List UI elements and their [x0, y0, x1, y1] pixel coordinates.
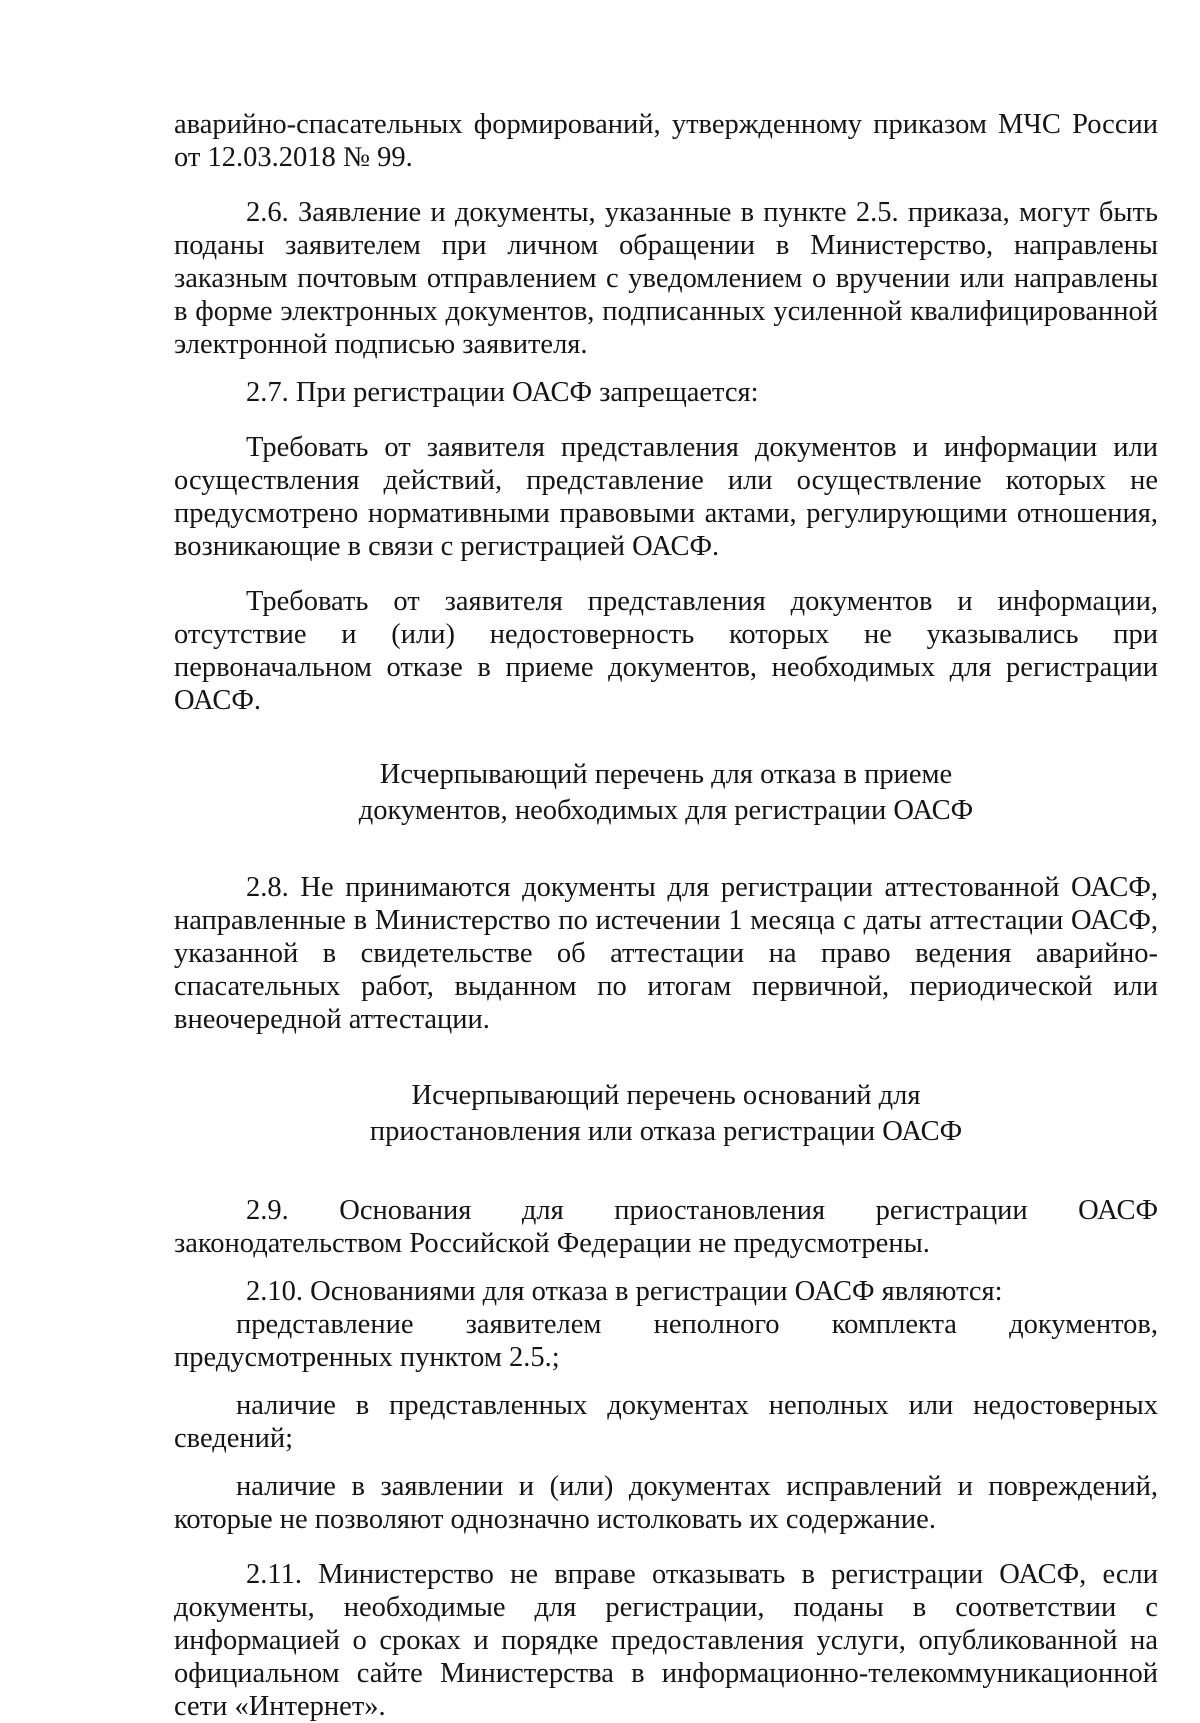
paragraph-2-6: 2.6. Заявление и документы, указанные в пункте 2.5. приказа, могут быть поданы заявителем при личном обращении в Министерство, направлены заказным почтовым отправлением с уведомлением о вручении или направлены в форме электронных документов, подписанных усиленной квалифицированной электронной подписью заявителя.	[174, 197, 1158, 360]
section-heading-line: Исчерпывающий перечень оснований для	[411, 1080, 921, 1111]
paragraph-2-7: 2.7. При регистрации ОАСФ запрещается:	[246, 377, 759, 408]
section-heading-suspension-grounds	[174, 1078, 1158, 1150]
paragraph-continuation: аварийно-спасательных формирований, утвержденному приказом МЧС России от 12.03.2018 № 99.	[174, 109, 1158, 173]
section-heading-line: документов, необходимых для регистрации ОАСФ	[358, 795, 974, 826]
paragraph-2-10-item-c: наличие в заявлении и (или) документах исправлений и повреждений, которые не позволяют однозначно истолковать их содержание.	[174, 1471, 1158, 1535]
paragraph-2-9: 2.9. Основания для приостановления регистрации ОАСФ законодательством Российской Федерации не предусмотрены.	[174, 1195, 1158, 1259]
paragraph-2-11: 2.11. Министерство не вправе отказывать в регистрации ОАСФ, если документы, необходимые для регистрации, поданы в соответствии с информацией о сроках и порядке предоставления услуги, опубликованной на официальном сайте Министерства в информационно-телекоммуникационной сети «Интернет».	[174, 1559, 1158, 1722]
section-heading-line: приостановления или отказа регистрации ОАСФ	[369, 1116, 963, 1147]
paragraph-2-7-item-a: Требовать от заявителя представления документов и информации или осуществления действий, представление или осуществление которых не предусмотрено нормативными правовыми актами, регулирующими отношения, возникающие в связи с регистрацией ОАСФ.	[174, 432, 1158, 562]
paragraph-2-10: 2.10. Основаниями для отказа в регистрации ОАСФ являются:	[246, 1276, 1003, 1307]
paragraph-2-8: 2.8. Не принимаются документы для регистрации аттестованной ОАСФ, направленные в Министерство по истечении 1 месяца с даты аттестации ОАСФ, указанной в свидетельстве об аттестации на право ведения аварийно-спасательных работ, выданном по итогам первичной, периодической или внеочередной аттестации.	[174, 872, 1158, 1035]
document-body	[174, 108, 1158, 1723]
paragraph-2-7-item-b: Требовать от заявителя представления документов и информации, отсутствие и (или) недостоверность которых не указывались при первоначальном отказе в приеме документов, необходимых для регистрации ОАСФ.	[174, 586, 1158, 716]
section-heading-refusal-documents	[174, 757, 1158, 829]
section-heading-line: Исчерпывающий перечень для отказа в приеме	[379, 759, 953, 790]
paragraph-2-10-item-a: представление заявителем неполного комплекта документов, предусмотренных пунктом 2.5.;	[174, 1309, 1158, 1373]
paragraph-2-10-item-b: наличие в представленных документах неполных или недостоверных сведений;	[174, 1390, 1158, 1454]
